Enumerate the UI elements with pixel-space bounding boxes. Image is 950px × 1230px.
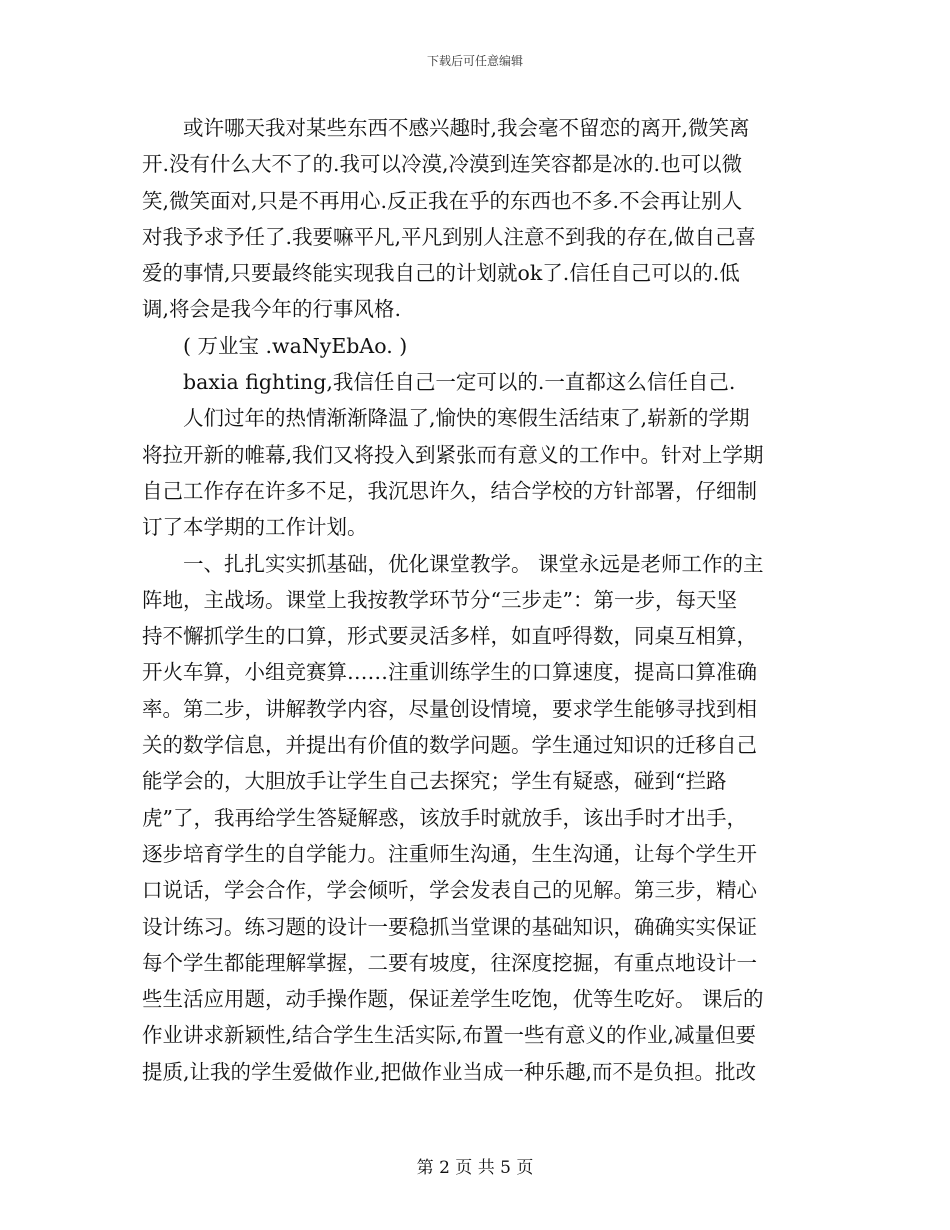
text-line: 些生活应用题，动手操作题，保证差学生吃饱，优等生吃好。 课后的 [142, 987, 764, 1012]
text-line: 率。第二步，讲解教学内容，尽量创设情境，要求学生能够寻找到相 [142, 696, 757, 721]
text-line: 提质,让我的学生爱做作业,把做作业当成一种乐趣,而不是负担。批改 [142, 1059, 757, 1084]
text-line: 对我予求予任了.我要嘛平凡,平凡到别人注意不到我的存在,做自己喜 [142, 224, 757, 249]
text-line: 调,将会是我今年的行事风格. [142, 297, 402, 322]
text-line: 虎”了，我再给学生答疑解惑，该放手时就放手，该出手时才出手， [142, 805, 747, 830]
text-line: 持不懈抓学生的口算，形式要灵活多样，如直呼得数，同桌互相算， [142, 624, 757, 649]
text-line: 笑,微笑面对,只是不再用心.反正我在乎的东西也不多.不会再让别人 [142, 188, 743, 213]
text-line: 设计练习。练习题的设计一要稳抓当堂课的基础知识，确确实实保证 [142, 914, 757, 939]
text-line: 作业讲求新颖性,结合学生生活实际,布置一些有意义的作业,减量但要 [142, 1023, 757, 1048]
page-header-note: 下载后可任意编辑 [426, 54, 523, 68]
text-line: 开火车算，小组竞赛算……注重训练学生的口算速度，提高口算准确 [142, 660, 757, 685]
text-line: 订了本学期的工作计划。 [142, 515, 368, 540]
text-line: 阵地，主战场。课堂上我按教学环节分“三步走”：第一步，每天坚 [142, 587, 737, 612]
text-line: 关的数学信息，并提出有价值的数学问题。学生通过知识的迁移自己 [142, 733, 757, 758]
text-line: 能学会的，大胆放手让学生自己去探究；学生有疑惑，碰到“拦路 [142, 769, 727, 794]
text-line: 人们过年的热情渐渐降温了,愉快的寒假生活结束了,崭新的学期 [142, 406, 750, 431]
text-line: 一、扎扎实实抓基础，优化课堂教学。 课堂永远是老师工作的主 [142, 551, 764, 576]
text-line: 每个学生都能理解掌握，二要有坡度，往深度挖掘，有重点地设计一 [142, 950, 757, 975]
text-line: 逐步培育学生的自学能力。注重师生沟通，生生沟通，让每个学生开 [142, 841, 757, 866]
text-line: ( 万业宝 .waNyEbAo. ) [142, 333, 408, 358]
text-line: 将拉开新的帷幕,我们又将投入到紧张而有意义的工作中。针对上学期 [142, 442, 764, 467]
page-number-footer: 第 2 页 共 5 页 [416, 1158, 534, 1178]
text-line: 或许哪天我对某些东西不感兴趣时,我会毫不留恋的离开,微笑离 [142, 116, 750, 140]
text-line: baxia fighting,我信任自己一定可以的.一直都这么信任自己. [142, 370, 736, 395]
text-line: 口说话，学会合作，学会倾听，学会发表自己的见解。第三步，精心 [142, 878, 757, 903]
text-line: 自己工作存在许多不足，我沉思许久，结合学校的方针部署，仔细制 [142, 478, 757, 503]
text-line: 爱的事情,只要最终能实现我自己的计划就ok了.信任自己可以的.低 [142, 261, 740, 286]
document-body [142, 110, 812, 1090]
text-line: 开.没有什么大不了的.我可以冷漠,冷漠到连笑容都是冰的.也可以微 [142, 152, 743, 177]
